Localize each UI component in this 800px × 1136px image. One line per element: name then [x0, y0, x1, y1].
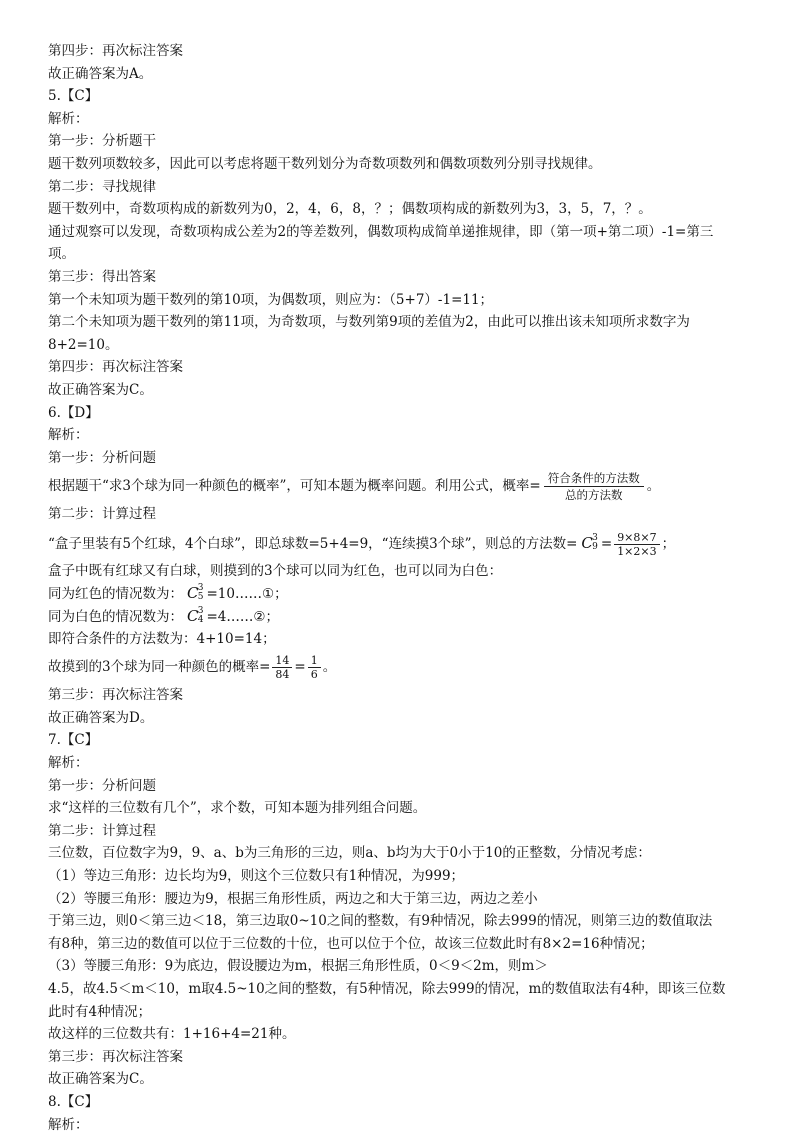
- comb-sub: 9: [592, 541, 598, 552]
- fraction-numerator: 符合条件的方法数: [544, 470, 644, 487]
- step-heading: 第三步：再次标注答案: [48, 1048, 183, 1065]
- red-case-line: [48, 582, 758, 605]
- step-heading: 第二步：寻找规律: [48, 178, 156, 195]
- total-ways-line: [48, 526, 758, 560]
- probability-fraction: [544, 470, 644, 503]
- body-text: 三位数，百位数字为9，9、a、b为三角形的三边，则a、b均为大于0小于10的正整数，分情况考虑：: [48, 845, 651, 862]
- fraction-denominator: 84: [275, 668, 290, 682]
- body-text: 题干数列中，奇数项构成的新数列为0，2，4，6，8，？；偶数项构成的新数列为3，3，5，7，？。: [48, 201, 652, 218]
- body-text: 有8种，第三边的数值可以位于三位数的十位，也可以位于个位，故该三位数此时有8×2=16种情况；: [48, 935, 654, 952]
- body-text: 故这样的三位数共有：1+16+4=21种。: [48, 1026, 296, 1043]
- step-heading: 第一步：分析问题: [48, 449, 156, 466]
- analysis-label: 解析：: [48, 110, 89, 127]
- document-page: [48, 40, 758, 1136]
- combination-symbol: [187, 582, 204, 605]
- analysis-label: 解析：: [48, 755, 89, 772]
- probability-result-line: [48, 650, 758, 684]
- body-text: 此时有4种情况；: [48, 1003, 152, 1020]
- comb-sup: 3: [197, 583, 204, 594]
- body-text: 于第三边，则0＜第三边＜18，第三边取0~10之间的整数，有9种情况，除去999的情况，则第三边的数值取法: [48, 913, 713, 930]
- question-8-header: 8.【C】: [48, 1093, 99, 1110]
- comb-sup: 3: [592, 532, 598, 543]
- body-text: （3）等腰三角形：9为底边，假设腰边为m，根据三角形性质，0＜9＜2m，则m＞: [48, 958, 548, 975]
- body-text: 第二个未知项为题干数列的第11项，为奇数项，与数列第9项的差值为2，由此可以推出该未知项所求数字为: [48, 314, 690, 331]
- body-text: =10……①；: [206, 586, 288, 603]
- fraction-denominator: 1×2×3: [617, 544, 657, 558]
- step-heading: 第三步：得出答案: [48, 268, 156, 285]
- step-heading: 第二步：计算过程: [48, 822, 156, 839]
- punctuation: 。: [646, 478, 661, 495]
- step-heading: 第三步：再次标注答案: [48, 687, 183, 704]
- comb-sup: 3: [197, 606, 204, 617]
- comb-sub: 5: [197, 592, 204, 603]
- comb-letter: C: [187, 584, 199, 603]
- body-text: 通过观察可以发现，奇数项构成公差为2的等差数列，偶数项构成简单递推规律，即（第一项+第二项）-1=第三: [48, 223, 714, 240]
- step-heading: 第二步：计算过程: [48, 506, 156, 523]
- body-text: （2）等腰三角形：腰边为9，根据三角形性质，两边之和大于第三边，两边之差小: [48, 890, 538, 907]
- fraction-numerator: 9×8×7: [614, 531, 659, 545]
- body-text: 根据题干“求3个球为同一种颜色的概率”，可知本题为概率问题。利用公式，概率=: [48, 478, 541, 495]
- body-text: 题干数列项数较多，因此可以考虑将题干数列划分为奇数项数列和偶数项数列分别寻找规律。: [48, 155, 602, 172]
- punctuation: 。: [322, 659, 337, 676]
- answer-line: 故正确答案为A。: [48, 65, 153, 82]
- question-5-header: 5.【C】: [48, 88, 99, 105]
- body-text: 第一个未知项为题干数列的第10项，为偶数项，则应为：（5+7）-1=11；: [48, 291, 494, 308]
- white-case-line: [48, 605, 758, 628]
- question-7-header: 7.【C】: [48, 732, 99, 749]
- equals-sign: =: [600, 535, 613, 552]
- comb-letter: C: [581, 533, 593, 552]
- answer-line: 故正确答案为C。: [48, 381, 153, 398]
- analysis-label: 解析：: [48, 427, 89, 444]
- body-text: 4.5，故4.5＜m＜10，m取4.5~10之间的整数，有5种情况，除去999的情况，m的数值取法有4种，即该三位数: [48, 980, 726, 997]
- body-text: 同为红色的情况数为：: [48, 586, 183, 603]
- punctuation: ；: [661, 535, 676, 552]
- fraction: [272, 654, 292, 681]
- question-6-header: 6.【D】: [48, 404, 99, 421]
- step-heading: 第四步：再次标注答案: [48, 43, 183, 59]
- body-text: 8+2=10。: [48, 336, 119, 353]
- body-text: =4……②；: [206, 609, 279, 626]
- step-heading: 第一步：分析问题: [48, 777, 156, 794]
- fraction: [308, 654, 321, 681]
- step-heading: 第一步：分析题干: [48, 133, 156, 150]
- answer-line: 故正确答案为D。: [48, 709, 154, 726]
- analysis-label: 解析：: [48, 1116, 89, 1133]
- fraction-denominator: 6: [310, 668, 318, 682]
- body-text: 故摸到的3个球为同一种颜色的概率=: [48, 659, 271, 676]
- answer-line: 故正确答案为C。: [48, 1071, 153, 1088]
- combination-symbol: [581, 526, 598, 560]
- body-text: 盒子中既有红球又有白球，则摸到的3个球可以同为红色，也可以同为白色：: [48, 562, 503, 579]
- fraction-denominator: 总的方法数: [564, 488, 623, 503]
- body-text: 求“这样的三位数有几个”，求个数，可知本题为排列组合问题。: [48, 800, 427, 817]
- comb-sub: 4: [197, 615, 204, 626]
- body-text: “盒子里装有5个红球，4个白球”，即总球数=5+4=9，“连续摸3个球”，则总的方法数=: [48, 535, 578, 552]
- fraction-numerator: 14: [272, 654, 292, 668]
- body-text: 项。: [48, 246, 75, 263]
- combination-symbol: [187, 605, 204, 628]
- product-fraction: [614, 531, 659, 558]
- comb-letter: C: [187, 607, 199, 626]
- probability-formula-line: [48, 469, 758, 503]
- equals-sign: =: [294, 659, 306, 676]
- body-text: （1）等边三角形：边长均为9，则这个三位数只有1种情况，为999；: [48, 868, 465, 884]
- fraction-numerator: 1: [308, 654, 321, 668]
- body-text: 即符合条件的方法数为：4+10=14；: [48, 630, 276, 647]
- step-heading: 第四步：再次标注答案: [48, 359, 183, 376]
- body-text: 同为白色的情况数为：: [48, 609, 183, 626]
